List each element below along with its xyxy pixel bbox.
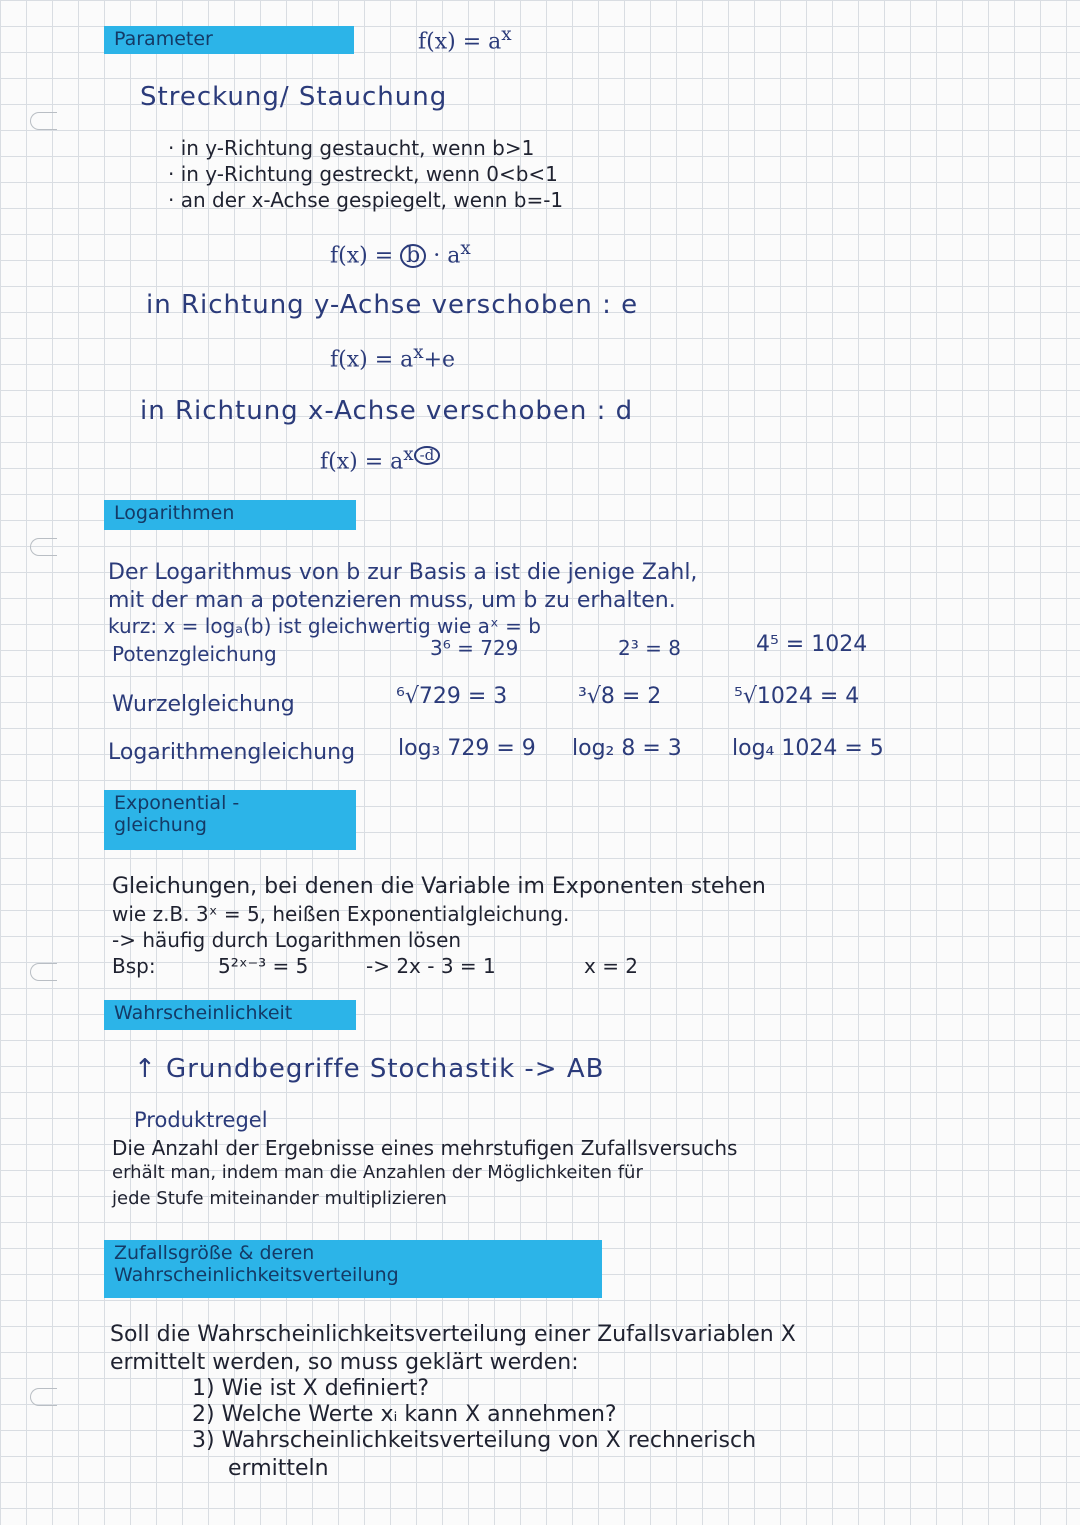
row-wurzel-c2: ³√8 = 2 <box>578 684 662 709</box>
dist-step-3-cont: ermitteln <box>228 1456 329 1481</box>
row-wurzel-c3: ⁵√1024 = 4 <box>734 684 860 709</box>
log-definition-line1: Der Logarithmus von b zur Basis a ist die jenige Zahl, <box>108 560 698 585</box>
dist-intro-line1: Soll die Wahrscheinlichkeitsverteilung einer Zufallsvariablen X <box>110 1322 796 1347</box>
exp-line2: wie z.B. 3ˣ = 5, heißen Exponentialgleichung. <box>112 902 570 926</box>
punch-hole <box>30 963 57 981</box>
prob-basics: ↑ Grundbegriffe Stochastik -> AB <box>134 1054 605 1084</box>
heading-distribution-line2: Wahrscheinlichkeitsverteilung <box>114 1264 399 1286</box>
heading-probability <box>104 1000 356 1030</box>
subheading-stretch: Streckung/ Stauchung <box>140 82 448 112</box>
heading-exponential <box>104 790 356 850</box>
bullet-3: · an der x-Achse gespiegelt, wenn b=-1 <box>168 188 564 212</box>
row-potenz-c3: 4⁵ = 1024 <box>756 632 868 657</box>
exp-example-label: Bsp: <box>112 954 156 978</box>
log-definition-line2: mit der man a potenzieren muss, um b zu erhalten. <box>108 588 676 613</box>
row-log-label: Logarithmengleichung <box>108 740 356 765</box>
dist-step-3: 3) Wahrscheinlichkeitsverteilung von X rechnerisch <box>192 1428 757 1453</box>
punch-hole <box>30 112 57 130</box>
formula-exponential: $f(x) = a^x$ <box>418 24 512 55</box>
heading-exponential-line1: Exponential - <box>114 792 240 814</box>
row-potenz-label: Potenzgleichung <box>112 642 277 666</box>
circled-b: b <box>400 244 426 268</box>
shift-x-text: in Richtung x-Achse verschoben : d <box>140 396 634 426</box>
formula-e: $f(x) = a^x+e$ <box>330 342 456 373</box>
punch-hole <box>30 1388 57 1406</box>
heading-distribution-line1: Zufallsgröße & deren <box>114 1242 315 1264</box>
row-log-c2: log₂ 8 = 3 <box>572 736 682 761</box>
formula-d: $f(x) = a^{x -d}$ <box>320 444 440 474</box>
heading-parameter <box>104 26 354 54</box>
dist-step-1: 1) Wie ist X definiert? <box>192 1376 430 1401</box>
heading-parameter-text: Parameter <box>114 28 213 50</box>
row-wurzel-label: Wurzelgleichung <box>112 692 295 717</box>
exp-example-arrow: -> 2x - 3 = 1 <box>366 954 496 978</box>
row-log-c3: log₄ 1024 = 5 <box>732 736 884 761</box>
exp-line1: Gleichungen, bei denen die Variable im Exponenten stehen <box>112 874 766 899</box>
punch-hole <box>30 538 57 556</box>
product-rule-title: Produktregel <box>134 1108 268 1132</box>
heading-logarithmen-text: Logarithmen <box>114 502 235 524</box>
heading-exponential-line2: gleichung <box>114 814 207 836</box>
exp-example-result: x = 2 <box>584 954 639 978</box>
bullet-2: · in y-Richtung gestreckt, wenn 0<b<1 <box>168 162 558 186</box>
product-rule-line1: Die Anzahl der Ergebnisse eines mehrstufigen Zufallsversuchs <box>112 1136 738 1160</box>
product-rule-line3: jede Stufe miteinander multiplizieren <box>112 1188 447 1209</box>
product-rule-line2: erhält man, indem man die Anzahlen der Möglichkeiten für <box>112 1162 643 1183</box>
log-short: kurz: x = logₐ(b) ist gleichwertig wie aˣ = b <box>108 614 541 638</box>
exp-line3: -> häufig durch Logarithmen lösen <box>112 928 462 952</box>
dist-intro-line2: ermittelt werden, so muss geklärt werden: <box>110 1350 579 1375</box>
dist-step-2: 2) Welche Werte xᵢ kann X annehmen? <box>192 1402 617 1427</box>
row-log-c1: log₃ 729 = 9 <box>398 736 536 761</box>
exp-example-eq: 5²ˣ⁻³ = 5 <box>218 954 309 978</box>
row-potenz-c2: 2³ = 8 <box>618 636 681 660</box>
bullet-1: · in y-Richtung gestaucht, wenn b>1 <box>168 136 535 160</box>
heading-logarithmen <box>104 500 356 530</box>
row-potenz-c1: 3⁶ = 729 <box>430 636 519 660</box>
circled-d: -d <box>414 446 441 465</box>
formula-b: $f(x) = b \cdot a^x$ <box>330 238 471 269</box>
heading-probability-text: Wahrscheinlichkeit <box>114 1002 293 1024</box>
shift-y-text: in Richtung y-Achse verschoben : e <box>146 290 639 320</box>
heading-distribution <box>104 1240 602 1298</box>
row-wurzel-c1: ⁶√729 = 3 <box>396 684 508 709</box>
